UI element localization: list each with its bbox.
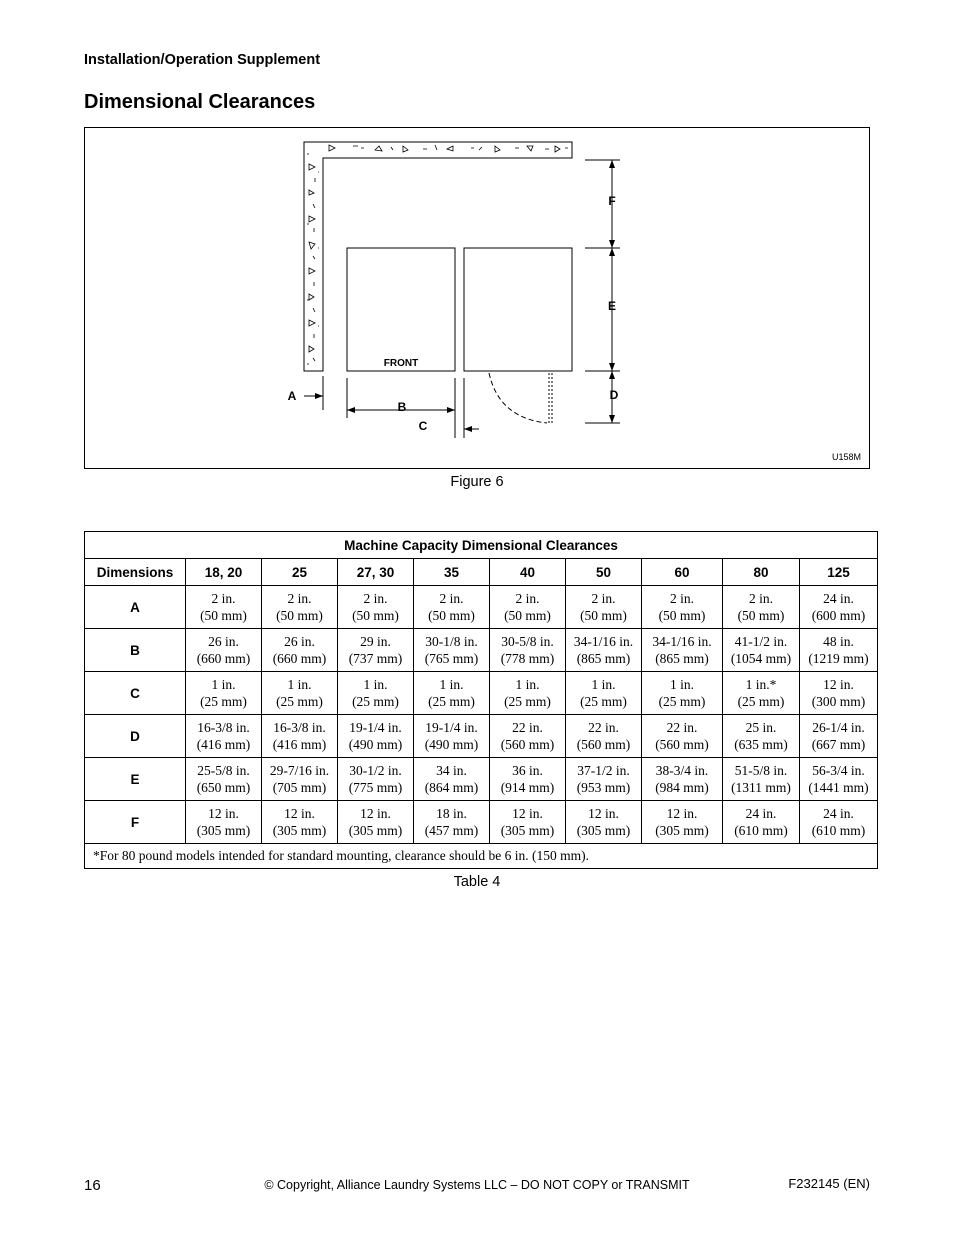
figure-caption: Figure 6: [450, 474, 504, 490]
clearance-mm: (610 mm): [811, 823, 866, 838]
table-header-row: [85, 559, 878, 586]
clearance-cell: [186, 586, 262, 629]
table-row: [85, 801, 878, 844]
clearance-table: [84, 531, 878, 869]
clearance-inches: 34-1/16 in.: [573, 634, 634, 649]
clearance-inches: 2 in.: [748, 591, 773, 606]
clearance-inches: 19-1/4 in.: [425, 720, 478, 735]
clearance-mm: (914 mm): [500, 780, 555, 795]
section-title: Dimensional Clearances: [84, 91, 316, 113]
dimension-label: B: [85, 629, 186, 672]
clearance-cell: [262, 586, 338, 629]
clearance-inches: 19-1/4 in.: [349, 720, 402, 735]
clearance-inches: 30-1/8 in.: [425, 634, 478, 649]
clearance-mm: (1219 mm): [808, 651, 869, 666]
clearance-cell: [723, 715, 800, 758]
clearance-mm: (50 mm): [428, 608, 475, 623]
clearance-mm: (25 mm): [276, 694, 323, 709]
supplement-header: Installation/Operation Supplement: [84, 52, 321, 68]
clearance-inches: 22 in.: [588, 720, 619, 735]
clearance-mm: (416 mm): [272, 737, 327, 752]
clearance-inches: 26 in.: [208, 634, 239, 649]
clearance-diagram: [84, 127, 870, 469]
front-label: FRONT: [383, 358, 419, 369]
clearance-cell: [414, 801, 490, 844]
machine-right: [464, 248, 572, 371]
clearance-cell: [338, 586, 414, 629]
clearance-mm: (305 mm): [196, 823, 251, 838]
clearance-mm: (778 mm): [500, 651, 555, 666]
clearance-inches: 37-1/2 in.: [577, 763, 630, 778]
clearance-cell: [490, 758, 566, 801]
clearance-inches: 25-5/8 in.: [197, 763, 250, 778]
clearance-cell: [566, 801, 642, 844]
clearance-inches: 24 in.: [823, 591, 854, 606]
clearance-mm: (560 mm): [500, 737, 555, 752]
clearance-inches: 34 in.: [436, 763, 467, 778]
clearance-cell: [338, 672, 414, 715]
clearance-inches: 2 in.: [211, 591, 236, 606]
clearance-mm: (50 mm): [737, 608, 785, 623]
clearance-cell: [414, 715, 490, 758]
clearance-cell: [414, 629, 490, 672]
clearance-cell: [800, 672, 878, 715]
clearance-mm: (1441 mm): [808, 780, 869, 795]
clearance-cell: [723, 672, 800, 715]
clearance-inches: 2 in.: [515, 591, 540, 606]
clearance-inches: 38-3/4 in.: [655, 763, 709, 778]
clearance-mm: (737 mm): [348, 651, 403, 666]
clearance-cell: [262, 672, 338, 715]
clearance-cell: [338, 715, 414, 758]
clearance-inches: 22 in.: [512, 720, 543, 735]
clearance-inches: 26 in.: [284, 634, 315, 649]
clearance-mm: (25 mm): [658, 694, 706, 709]
clearance-inches: 12 in.: [588, 806, 619, 821]
document-code: F232145 (EN): [788, 1176, 870, 1191]
table-footnote: *For 80 pound models intended for standard mounting, clearance should be 6 in. (150 mm).: [85, 844, 878, 869]
clearance-inches: 18 in.: [436, 806, 467, 821]
clearance-cell: [566, 629, 642, 672]
clearance-inches: 26-1/4 in.: [812, 720, 865, 735]
label-f: F: [608, 194, 616, 208]
table-title: Machine Capacity Dimensional Clearances: [85, 532, 878, 559]
clearance-inches: 2 in.: [287, 591, 312, 606]
capacity-header: 80: [723, 559, 800, 586]
table-row: [85, 758, 878, 801]
clearance-inches: 29 in.: [360, 634, 391, 649]
clearance-mm: (25 mm): [428, 694, 475, 709]
clearance-inches: 1 in.*: [745, 677, 777, 692]
clearance-inches: 1 in.: [287, 677, 312, 692]
clearance-cell: [186, 715, 262, 758]
clearance-mm: (560 mm): [655, 737, 709, 752]
clearance-mm: (25 mm): [352, 694, 399, 709]
clearance-cell: [642, 629, 723, 672]
clearance-mm: (50 mm): [580, 608, 627, 623]
clearance-mm: (25 mm): [737, 694, 785, 709]
clearance-cell: [186, 801, 262, 844]
clearance-mm: (660 mm): [196, 651, 251, 666]
clearance-cell: [642, 672, 723, 715]
clearance-cell: [566, 672, 642, 715]
clearance-inches: 41-1/2 in.: [734, 634, 788, 649]
clearance-cell: [800, 629, 878, 672]
clearance-mm: (1311 mm): [731, 780, 791, 795]
capacity-header: 50: [566, 559, 642, 586]
capacity-header: 35: [414, 559, 490, 586]
clearance-cell: [338, 801, 414, 844]
clearance-mm: (610 mm): [734, 823, 788, 838]
clearance-mm: (865 mm): [576, 651, 631, 666]
clearance-cell: [414, 586, 490, 629]
clearance-cell: [186, 758, 262, 801]
label-e: E: [607, 299, 617, 313]
clearance-inches: 12 in.: [360, 806, 391, 821]
clearance-inches: 12 in.: [823, 677, 854, 692]
table-row: [85, 629, 878, 672]
clearance-inches: 1 in.: [363, 677, 388, 692]
clearance-cell: [566, 758, 642, 801]
clearance-mm: (635 mm): [734, 737, 788, 752]
clearance-inches: 12 in.: [284, 806, 315, 821]
clearance-cell: [723, 801, 800, 844]
clearance-cell: [642, 758, 723, 801]
machine-left: [347, 248, 455, 371]
door-swing: [489, 373, 547, 423]
clearance-mm: (50 mm): [352, 608, 399, 623]
clearance-mm: (25 mm): [504, 694, 551, 709]
clearance-inches: 2 in.: [591, 591, 616, 606]
clearance-inches: 24 in.: [823, 806, 854, 821]
clearance-cell: [800, 586, 878, 629]
clearance-mm: (300 mm): [811, 694, 866, 709]
clearance-cell: [262, 758, 338, 801]
clearance-cell: [490, 672, 566, 715]
clearance-mm: (25 mm): [580, 694, 627, 709]
clearance-inches: 1 in.: [669, 677, 694, 692]
clearance-inches: 2 in.: [669, 591, 694, 606]
clearance-mm: (305 mm): [272, 823, 327, 838]
figure-code: U158M: [831, 452, 861, 462]
clearance-inches: 25 in.: [745, 720, 777, 735]
clearance-cell: [642, 801, 723, 844]
clearance-mm: (50 mm): [200, 608, 247, 623]
clearance-mm: (600 mm): [811, 608, 866, 623]
clearance-mm: (1054 mm): [730, 651, 792, 666]
clearance-cell: [490, 801, 566, 844]
clearance-cell: [338, 758, 414, 801]
clearance-cell: [490, 629, 566, 672]
dimension-label: F: [85, 801, 186, 844]
clearance-mm: (865 mm): [655, 651, 709, 666]
capacity-header: 18, 20: [186, 559, 262, 586]
clearance-inches: 12 in.: [666, 806, 698, 821]
clearance-cell: [338, 629, 414, 672]
clearance-mm: (984 mm): [655, 780, 709, 795]
clearance-mm: (864 mm): [424, 780, 479, 795]
clearance-inches: 16-3/8 in.: [273, 720, 326, 735]
clearance-cell: [723, 758, 800, 801]
clearance-mm: (490 mm): [424, 737, 479, 752]
dimension-arrows-horizontal: [315, 393, 472, 432]
page-number: 16: [84, 1177, 101, 1194]
table-caption: Table 4: [453, 874, 501, 890]
clearance-mm: (305 mm): [655, 823, 709, 838]
clearance-mm: (490 mm): [348, 737, 403, 752]
clearance-inches: 51-5/8 in.: [734, 763, 788, 778]
clearance-mm: (305 mm): [500, 823, 555, 838]
clearance-mm: (50 mm): [658, 608, 706, 623]
clearance-inches: 48 in.: [823, 634, 854, 649]
dimension-label: D: [85, 715, 186, 758]
clearance-inches: 2 in.: [439, 591, 464, 606]
clearance-cell: [262, 715, 338, 758]
clearance-inches: 36 in.: [512, 763, 543, 778]
clearance-mm: (305 mm): [576, 823, 631, 838]
clearance-mm: (305 mm): [348, 823, 403, 838]
table-row: [85, 586, 878, 629]
clearance-mm: (416 mm): [196, 737, 251, 752]
clearance-cell: [566, 715, 642, 758]
clearance-cell: [723, 629, 800, 672]
clearance-inches: 1 in.: [211, 677, 236, 692]
clearance-inches: 56-3/4 in.: [812, 763, 865, 778]
clearance-cell: [490, 715, 566, 758]
clearance-inches: 34-1/16 in.: [652, 634, 712, 649]
clearance-inches: 1 in.: [591, 677, 616, 692]
clearance-inches: 12 in.: [208, 806, 239, 821]
clearance-mm: (765 mm): [424, 651, 479, 666]
clearance-cell: [262, 629, 338, 672]
capacity-header: 25: [262, 559, 338, 586]
clearance-mm: (50 mm): [504, 608, 551, 623]
clearance-cell: [414, 672, 490, 715]
clearance-mm: (25 mm): [200, 694, 247, 709]
label-d: D: [609, 388, 619, 402]
clearance-inches: 12 in.: [512, 806, 543, 821]
clearance-mm: (775 mm): [348, 780, 403, 795]
clearance-inches: 24 in.: [745, 806, 777, 821]
table-row: [85, 672, 878, 715]
clearance-inches: 1 in.: [515, 677, 540, 692]
clearance-mm: (667 mm): [811, 737, 866, 752]
clearance-cell: [186, 672, 262, 715]
dimensions-header: Dimensions: [85, 559, 186, 586]
copyright-notice: © Copyright, Alliance Laundry Systems LLC – DO NOT COPY or TRANSMIT: [264, 1178, 690, 1192]
clearance-cell: [414, 758, 490, 801]
clearance-inches: 29-7/16 in.: [269, 763, 330, 778]
label-c: C: [418, 419, 428, 433]
clearance-cell: [262, 801, 338, 844]
clearance-inches: 16-3/8 in.: [197, 720, 250, 735]
clearance-mm: (705 mm): [272, 780, 327, 795]
capacity-header: 125: [800, 559, 878, 586]
label-a: A: [287, 389, 297, 403]
clearance-cell: [566, 586, 642, 629]
clearance-cell: [186, 629, 262, 672]
clearance-mm: (560 mm): [576, 737, 631, 752]
clearance-diagram-svg: [85, 128, 869, 468]
dimension-label: A: [85, 586, 186, 629]
dimension-lines-horizontal: [304, 376, 479, 438]
dimension-label: C: [85, 672, 186, 715]
clearance-inches: 22 in.: [666, 720, 698, 735]
capacity-header: 40: [490, 559, 566, 586]
clearance-mm: (953 mm): [576, 780, 631, 795]
clearance-cell: [642, 586, 723, 629]
clearance-cell: [642, 715, 723, 758]
clearance-mm: (457 mm): [424, 823, 479, 838]
clearance-cell: [723, 586, 800, 629]
clearance-inches: 2 in.: [363, 591, 388, 606]
clearance-mm: (660 mm): [272, 651, 327, 666]
label-b: B: [397, 400, 407, 414]
capacity-header: 27, 30: [338, 559, 414, 586]
clearance-mm: (50 mm): [276, 608, 323, 623]
clearance-mm: (650 mm): [196, 780, 251, 795]
clearance-cell: [800, 758, 878, 801]
clearance-inches: 30-1/2 in.: [349, 763, 402, 778]
table-row: [85, 715, 878, 758]
clearance-cell: [800, 715, 878, 758]
clearance-inches: 1 in.: [439, 677, 464, 692]
dimension-label: E: [85, 758, 186, 801]
clearance-inches: 30-5/8 in.: [501, 634, 554, 649]
clearance-cell: [800, 801, 878, 844]
clearance-cell: [490, 586, 566, 629]
capacity-header: 60: [642, 559, 723, 586]
